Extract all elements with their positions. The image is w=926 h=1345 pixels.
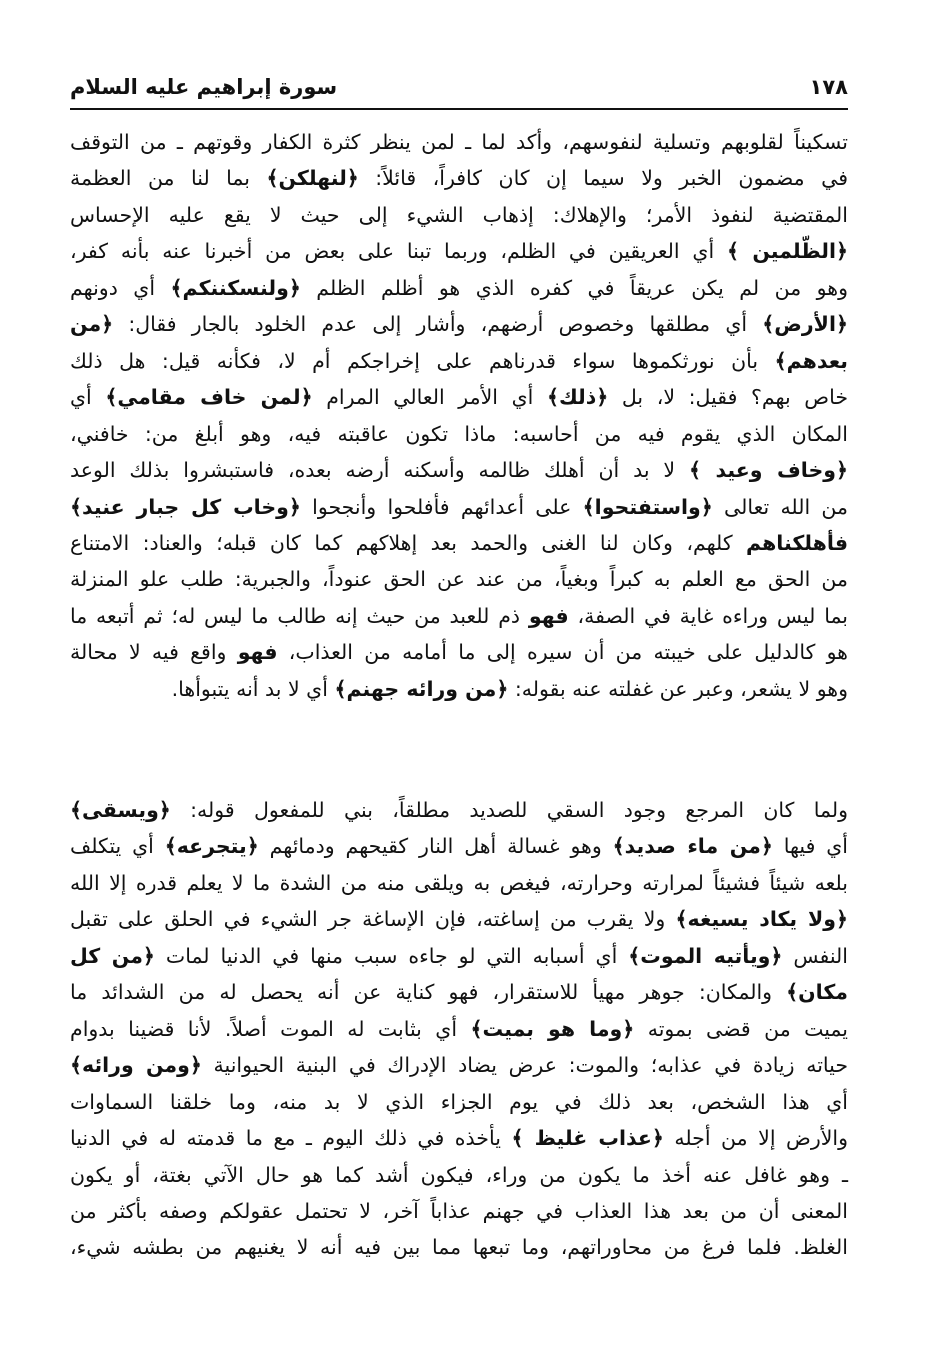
commentary-text: لا بد أن أهلك ظالمه وأسكنه أرضه بعده، فاستبشروا بذلك الوعد bbox=[70, 458, 689, 483]
quran-quote: ﴿من كل bbox=[70, 943, 155, 968]
quran-quote: ﴿لمن خاف مقامي﴾ bbox=[105, 385, 313, 410]
commentary-text: أي bbox=[70, 385, 106, 410]
quran-quote: ﴿ومن ورائه﴾ bbox=[70, 1053, 202, 1078]
commentary-text: هو كالدليل على خيبته من أن سيره إلى ما أمامه من العذاب، bbox=[277, 640, 848, 665]
quran-quote: ﴿من ورائه جهنم﴾ bbox=[334, 676, 509, 701]
text-line bbox=[70, 792, 848, 828]
quran-quote: مكان﴾ bbox=[786, 980, 848, 1005]
text-line bbox=[70, 233, 848, 269]
quran-quote: ﴿ذلك﴾ bbox=[546, 385, 609, 410]
quran-quote: بعدهم﴾ bbox=[774, 348, 848, 373]
text-line bbox=[70, 1047, 848, 1083]
commentary-text: بأن نورثكموها سواء قدرناهم على إخراجكم أم لا، فكأنه قيل: هل ذلك bbox=[70, 348, 775, 373]
text-line bbox=[70, 938, 848, 974]
quran-quote: ﴿من bbox=[70, 312, 114, 337]
commentary-text: خاص بهم؟ فقيل: لا، بل bbox=[608, 385, 849, 410]
header-rule bbox=[70, 108, 848, 110]
commentary-text: أي بثابت له الموت أصلاً. لأنا قضينا بدوام bbox=[70, 1016, 471, 1041]
commentary-text: واقع فيه لا محالة bbox=[70, 640, 238, 665]
text-line bbox=[70, 1229, 848, 1265]
text-line bbox=[70, 270, 848, 306]
quran-quote: ﴿ويسقى﴾ bbox=[70, 798, 171, 822]
quran-quote: ﴿عذاب غليظ ﴾ bbox=[511, 1126, 664, 1151]
quran-quote: فهو bbox=[237, 640, 278, 665]
commentary-text: أي دونهم bbox=[70, 275, 171, 300]
text-line bbox=[70, 974, 848, 1010]
commentary-text: حياته زيادة في عذابه؛ والموت: عرض يضاد الإدراك في البنية الحيوانية bbox=[201, 1053, 848, 1078]
quran-quote: فأهلكناهم bbox=[746, 530, 848, 555]
commentary-text: المكان الذي يقوم فيه من أحاسبه: ماذا تكون عاقبته فيه، وهو أبلغ من: خافني، bbox=[70, 421, 848, 446]
text-line bbox=[70, 124, 848, 160]
text-line bbox=[70, 197, 848, 233]
commentary-text: وهو لا يشعر، وعبر عن غفلته عنه بقوله: bbox=[508, 676, 848, 701]
surah-title: سورة إبراهيم عليه السلام bbox=[70, 75, 338, 99]
commentary-text: أي فيها bbox=[772, 834, 849, 859]
commentary-text: ـ وهو غافل عنه أخذ ما يكون من وراء، فيكون أشد كما هو حال الآتي بغتة، أو يكون bbox=[70, 1162, 848, 1187]
commentary-text: ذم للعبد من حيث إنه طالب ما ليس له؛ ثم أتبعه ما bbox=[70, 603, 529, 628]
commentary-text: أي يتكلف bbox=[70, 834, 165, 859]
commentary-text: بلعه شيئاً فشيئاً لمرارته وحرارته، فيغص به ويلقى منه من الشدة ما لا يعلم قدره إلا الله bbox=[70, 870, 848, 895]
quran-quote: ﴿ويأتيه الموت﴾ bbox=[628, 943, 783, 968]
commentary-text: أي مطلقها وخصوص أرضهم، وأشار إلى عدم الخلود بالجار فقال: bbox=[113, 312, 763, 337]
quran-quote: ﴿الأرض﴾ bbox=[762, 312, 848, 337]
commentary-text: أي أسبابه التي لو جاءه سبب منها في الدنيا لمات bbox=[154, 943, 629, 968]
commentary-text: والمكان: جوهر مهيأ للاستقرار، فهو كناية عن أنه يحصل له من الشدائد ما bbox=[70, 980, 787, 1005]
quran-quote: ﴿واستفتحوا﴾ bbox=[582, 494, 713, 519]
text-line bbox=[70, 1011, 848, 1047]
text-line bbox=[70, 160, 848, 196]
text-line bbox=[70, 634, 848, 670]
quran-quote: ﴿الظّلمين ﴾ bbox=[726, 239, 848, 264]
quran-quote: ﴿لنهلكن﴾ bbox=[266, 166, 359, 191]
text-line bbox=[70, 379, 848, 415]
commentary-text: أي العريقين في الظلم، وربما تبنا على بعض من أخبرنا عنه بأنه كفر، bbox=[70, 239, 727, 264]
page-number: ١٧٨ bbox=[809, 75, 848, 99]
commentary-text: المقتضية لنفوذ الأمر؛ والإهلاك: إذهاب الشيء إلى حيث لا يقع عليه الإحساس bbox=[70, 202, 848, 227]
quran-quote: ﴿وخاب كل جبار عنيد﴾ bbox=[70, 494, 301, 519]
text-line bbox=[70, 306, 848, 342]
text-line bbox=[70, 598, 848, 634]
text-line bbox=[70, 452, 848, 488]
commentary-text: وهو من لم يكن عريقاً في كفره الذي هو أظلم الظلم bbox=[300, 275, 848, 300]
text-line bbox=[70, 1193, 848, 1229]
quran-quote: ﴿وخاف وعيد ﴾ bbox=[689, 458, 848, 483]
text-line bbox=[70, 561, 848, 597]
text-line bbox=[70, 901, 848, 937]
commentary-text: والأرض إلا من أجله bbox=[663, 1126, 849, 1151]
commentary-text: الغلظ. فلما فرغ من محاوراتهم، وما تبعها مما بين فيه أنه لا يغنيهم من بطشه شيء، bbox=[70, 1235, 848, 1260]
text-line bbox=[70, 489, 848, 525]
commentary-text: يميت من قضى بموته bbox=[634, 1016, 848, 1041]
text-line bbox=[70, 671, 848, 707]
commentary-text: أي الأمر العالي المرام bbox=[312, 385, 547, 410]
text-line bbox=[70, 525, 848, 561]
text-line bbox=[70, 416, 848, 452]
commentary-text: أي هذا الشخص، بعد ذلك في يوم الجزاء الذي لا بد منه، وما خلقنا السماوات bbox=[70, 1089, 848, 1114]
quran-quote: ﴿يتجرعه﴾ bbox=[164, 834, 259, 859]
commentary-text: كلهم، وكان لنا الغنى والحمد بعد إهلاكهم كما كان قبله؛ والعناد: الامتناع bbox=[70, 530, 747, 555]
text-line bbox=[70, 1084, 848, 1120]
commentary-text: على أعدائهم فأفلحوا وأنجحوا bbox=[300, 494, 583, 519]
quran-quote: ﴿ولنسكننكم﴾ bbox=[170, 275, 301, 300]
quran-quote: ﴿من ماء صديد﴾ bbox=[612, 834, 773, 859]
quran-quote: ﴿ولا يكاد يسيغه﴾ bbox=[675, 907, 848, 932]
paragraph-2 bbox=[70, 792, 848, 1266]
text-line bbox=[70, 1120, 848, 1156]
quran-quote: ﴿وما هو بميت﴾ bbox=[470, 1016, 635, 1041]
page-header bbox=[70, 70, 848, 104]
commentary-text: النفس bbox=[782, 943, 848, 968]
commentary-text: بما ليس وراءه غاية في الصفة، bbox=[568, 603, 848, 628]
text-line bbox=[70, 865, 848, 901]
paragraph-1 bbox=[70, 124, 848, 707]
commentary-text: المعنى أن من بعد هذا العذاب في جهنم عذاباً آخر، لا تحتمل عقولكم وصفه بأكثر من bbox=[70, 1198, 848, 1223]
commentary-text: بما لنا من العظمة bbox=[70, 166, 267, 191]
commentary-text: تسكيناً لقلوبهم وتسلية لنفوسهم، وأكد لما ـ لمن ينظر كثرة الكفار وقوتهم ـ من التوقف bbox=[70, 130, 848, 154]
quran-quote: فهو bbox=[528, 603, 569, 628]
commentary-text: ولا يقرب من إساغته، فإن الإساغة جر الشيء في الحلق على تقبل bbox=[70, 907, 676, 932]
commentary-text: أي لا بد أنه يتبوأها. bbox=[171, 676, 335, 701]
commentary-text: من الله تعالى bbox=[712, 494, 848, 519]
commentary-text: يأخذه في ذلك اليوم ـ مع ما قدمته له في الدنيا bbox=[70, 1126, 512, 1151]
text-line bbox=[70, 828, 848, 864]
commentary-text: في مضمون الخبر ولا سيما إن كان كافراً، قائلاً: bbox=[358, 166, 849, 191]
commentary-text: وهو غسالة أهل النار كقيحهم ودمائهم bbox=[258, 834, 613, 859]
text-line bbox=[70, 343, 848, 379]
text-line bbox=[70, 1157, 848, 1193]
commentary-text: من الحق مع العلم به كبراً وبغياً، من عند عن الحق عنوداً، والجبرية: طلب علو المنزلة bbox=[70, 567, 848, 592]
commentary-text: ولما كان المرجع وجود السقي للصديد مطلقاً، بني للمفعول قوله: bbox=[170, 798, 848, 822]
